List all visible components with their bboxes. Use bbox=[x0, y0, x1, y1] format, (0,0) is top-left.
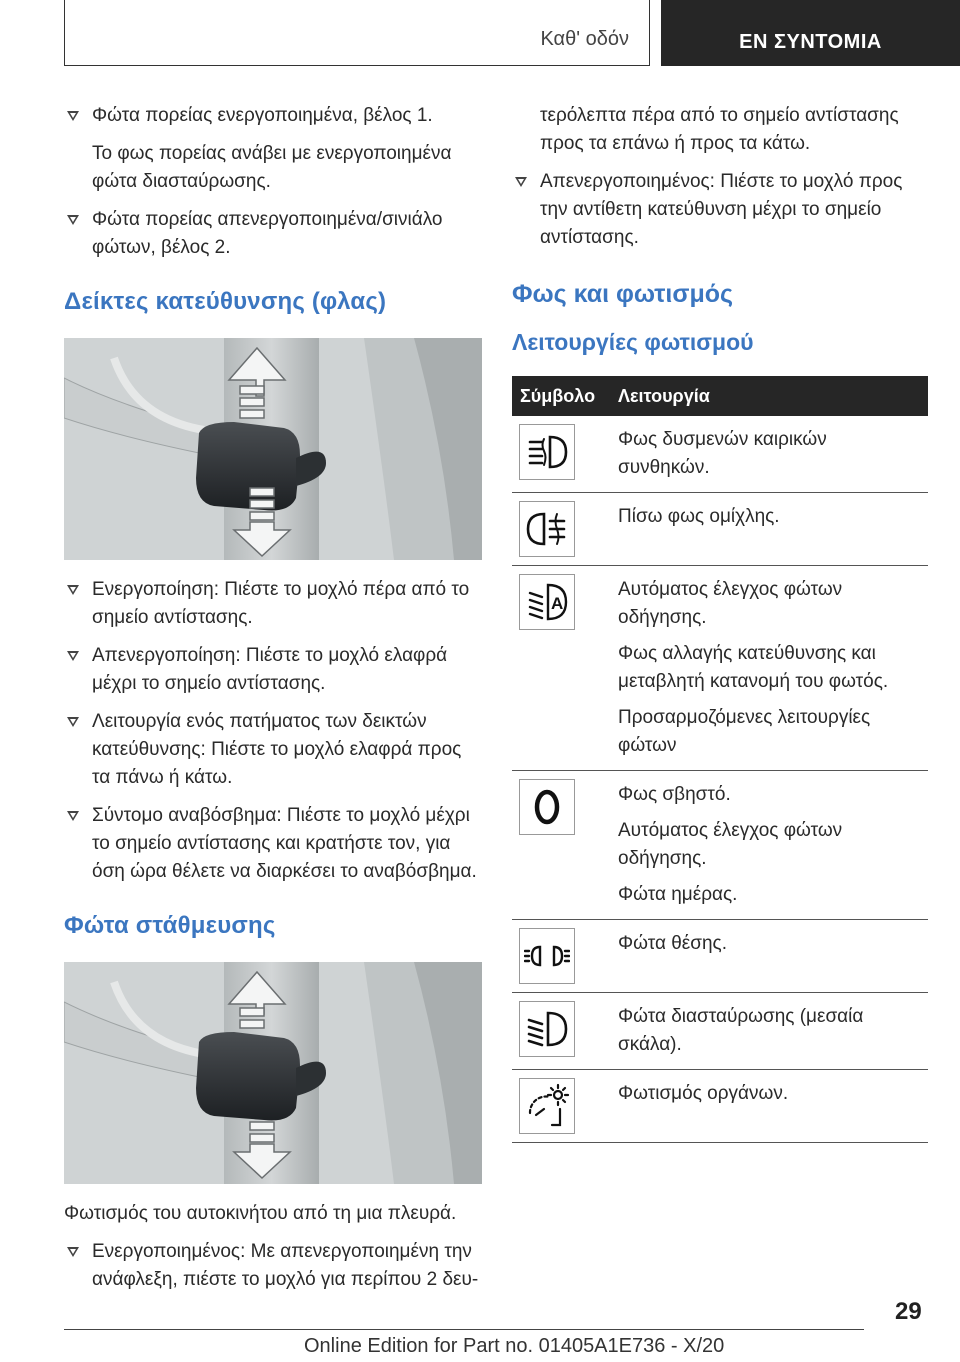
triangle-bullet-icon bbox=[67, 651, 79, 661]
low-beam-icon bbox=[519, 1001, 575, 1057]
list-item: Φώτα πορείας ενεργοποιημένα, βέλος 1. bbox=[64, 102, 482, 130]
heading-lights: Φως και φωτισμός bbox=[512, 280, 734, 308]
left-column bbox=[64, 102, 482, 1304]
header-section-title: Καθ' οδόν bbox=[540, 28, 629, 50]
continued-text: τερόλεπτα πέρα από το σημείο αντίστασης προς τα επάνω ή προς τα κάτω. bbox=[540, 105, 899, 154]
function-cell: Φωτισμός οργάνων. bbox=[610, 1070, 928, 1143]
parking-lights-icon bbox=[519, 928, 575, 984]
svg-text:A: A bbox=[551, 594, 564, 613]
lights-off-icon bbox=[519, 779, 575, 835]
table-row bbox=[512, 771, 928, 920]
function-cell: Φως δυσμενών καιρικών συνθηκών. bbox=[610, 416, 928, 493]
table-row bbox=[512, 1070, 928, 1143]
triangle-bullet-icon bbox=[67, 717, 79, 727]
footer-edition: Online Edition for Part no. 01405A1E736 - X/20 bbox=[304, 1335, 725, 1357]
column-header-symbol: Σύμβολο bbox=[512, 376, 610, 416]
lighting-functions-table bbox=[512, 376, 928, 1143]
list-item: Ενεργοποίηση: Πιέστε το μοχλό πέρα από το σημείο αντίστασης. bbox=[64, 576, 482, 632]
table-row bbox=[512, 920, 928, 993]
table-header-row bbox=[512, 376, 928, 416]
lever-illustration bbox=[64, 338, 482, 560]
table-row bbox=[512, 416, 928, 493]
triangle-bullet-icon bbox=[67, 585, 79, 595]
footer-divider bbox=[64, 1329, 864, 1330]
list-item-note: Το φως πορείας ανάβει με ενεργοποιημένα φώτα διασταύρωσης. bbox=[92, 143, 452, 192]
instrument-lighting-icon bbox=[519, 1078, 575, 1134]
function-cell: Πίσω φως ομίχλης. bbox=[610, 493, 928, 566]
header-section-frame bbox=[64, 0, 650, 66]
triangle-bullet-icon bbox=[67, 1247, 79, 1257]
rear-fog-front-icon bbox=[519, 424, 575, 480]
function-cell: Αυτόματος έλεγχος φώτων οδήγησης. Φως αλλαγής κατεύθυνσης και μεταβλητή κατανομή του φωτός. Προσαρμοζόμενες λειτουργίες φώτων bbox=[610, 566, 928, 771]
parking-light-lever-image bbox=[64, 962, 482, 1184]
table-row bbox=[512, 993, 928, 1070]
parking-lights-description: Φωτισμός του αυτοκινήτου από τη μια πλευρά. bbox=[64, 1203, 457, 1224]
column-header-function: Λειτουργία bbox=[610, 376, 928, 416]
function-cell: Φως σβηστό. Αυτόματος έλεγχος φώτων οδήγησης. Φώτα ημέρας. bbox=[610, 771, 928, 920]
lever-illustration bbox=[64, 962, 482, 1184]
rear-fog-icon bbox=[519, 501, 575, 557]
auto-headlight-icon bbox=[519, 574, 575, 630]
header-chapter-tab: ΕΝ ΣΥΝΤΟΜΙΑ bbox=[661, 0, 960, 66]
list-item: Φώτα πορείας απενεργοποιημένα/σινιάλο φώτων, βέλος 2. bbox=[64, 206, 482, 262]
heading-lighting-functions: Λειτουργίες φωτισμού bbox=[512, 329, 754, 355]
list-item: Λειτουργία ενός πατήματος των δεικτών κατεύθυνσης: Πιέστε το μοχλό ελαφρά προς τα πάνω ή κάτω. bbox=[64, 708, 482, 792]
triangle-bullet-icon bbox=[515, 177, 527, 187]
heading-parking-lights: Φώτα στάθμευσης bbox=[64, 912, 276, 939]
function-cell: Φώτα διασταύρωσης (μεσαία σκάλα). bbox=[610, 993, 928, 1070]
page-number: 29 bbox=[895, 1298, 922, 1325]
function-cell: Φώτα θέσης. bbox=[610, 920, 928, 993]
list-item: Σύντομο αναβόσβημα: Πιέστε το μοχλό μέχρι το σημείο αντίστασης και κρατήστε τον, για όση ώρα θέλετε να διαρκέσει το αναβόσβημα. bbox=[64, 802, 482, 886]
table-row bbox=[512, 566, 928, 771]
list-item: Ενεργοποιημένος: Με απενεργοποιημένη την ανάφλεξη, πιέστε το μοχλό για περίπου 2 δευ- bbox=[64, 1238, 482, 1294]
heading-turn-signals: Δείκτες κατεύθυνσης (φλας) bbox=[64, 288, 387, 315]
triangle-bullet-icon bbox=[67, 811, 79, 821]
triangle-bullet-icon bbox=[67, 215, 79, 225]
list-item: Απενεργοποιημένος: Πιέστε το μοχλό προς την αντίθετη κατεύθυνση μέχρι το σημείο αντίστασης. bbox=[512, 168, 928, 252]
right-column bbox=[512, 102, 928, 1143]
turn-signal-lever-image bbox=[64, 338, 482, 560]
triangle-bullet-icon bbox=[67, 111, 79, 121]
page-header bbox=[0, 0, 960, 66]
list-item: Απενεργοποίηση: Πιέστε το μοχλό ελαφρά μέχρι το σημείο αντίστασης. bbox=[64, 642, 482, 698]
table-row bbox=[512, 493, 928, 566]
